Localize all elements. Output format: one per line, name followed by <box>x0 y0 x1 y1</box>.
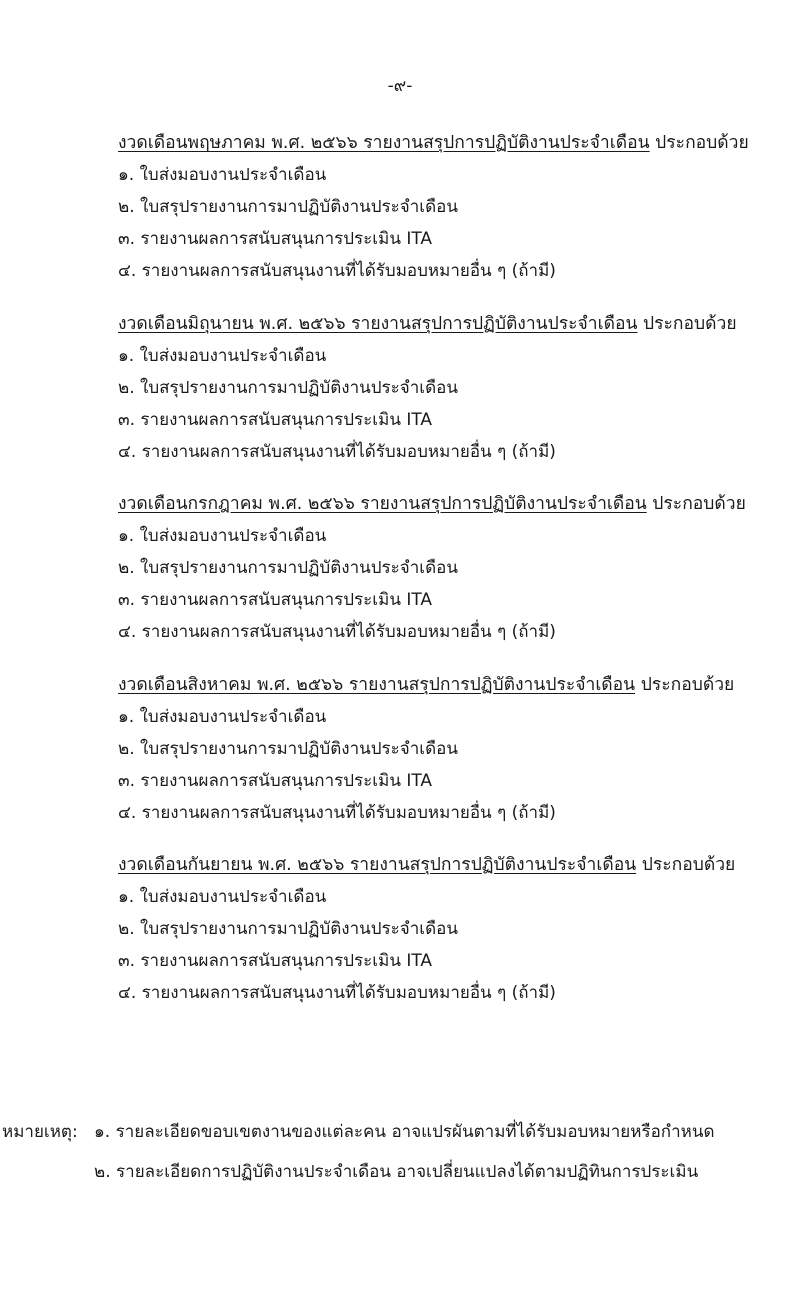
section-heading-underlined: งวดเดือนพฤษภาคม พ.ศ. ๒๕๖๖ รายงานสรุปการปฏิบัติงานประจำเดือน <box>118 133 650 153</box>
section-heading-underlined: งวดเดือนสิงหาคม พ.ศ. ๒๕๖๖ รายงานสรุปการปฏิบัติงานประจำเดือน <box>118 675 636 695</box>
section-june <box>118 312 798 464</box>
remarks-row <box>0 1160 800 1200</box>
list-item: ๔. รายงานผลการสนับสนุนงานที่ได้รับมอบหมายอื่น ๆ (ถ้ามี) <box>118 442 556 462</box>
section-july <box>118 492 798 644</box>
list-item: ๓. รายงานผลการสนับสนุนการประเมิน ITA <box>118 229 433 249</box>
list-item: ๓. รายงานผลการสนับสนุนการประเมิน ITA <box>118 771 433 791</box>
section-may <box>118 131 798 283</box>
section-heading-tail: ประกอบด้วย <box>649 133 749 153</box>
section-heading-underlined: งวดเดือนกรกฎาคม พ.ศ. ๒๕๖๖ รายงานสรุปการปฏิบัติงานประจำเดือน <box>118 494 647 514</box>
list-item: ๑. ใบส่งมอบงานประจำเดือน <box>118 165 327 185</box>
section-august <box>118 673 798 825</box>
section-heading <box>118 492 798 516</box>
list-item: ๔. รายงานผลการสนับสนุนงานที่ได้รับมอบหมายอื่น ๆ (ถ้ามี) <box>118 803 556 823</box>
remarks-line: ๒. รายละเอียดการปฏิบัติงานประจำเดือน อาจเปลี่ยนแปลงได้ตามปฏิทินการประเมิน <box>94 1162 699 1182</box>
list-item: ๔. รายงานผลการสนับสนุนงานที่ได้รับมอบหมายอื่น ๆ (ถ้ามี) <box>118 622 556 642</box>
list-item: ๒. ใบสรุปรายงานการมาปฏิบัติงานประจำเดือน <box>118 919 458 939</box>
list-item: ๑. ใบส่งมอบงานประจำเดือน <box>118 707 327 727</box>
remarks-label: หมายเหตุ: <box>2 1122 78 1142</box>
section-heading-tail: ประกอบด้วย <box>646 494 746 514</box>
list-item: ๓. รายงานผลการสนับสนุนการประเมิน ITA <box>118 590 433 610</box>
list-item: ๒. ใบสรุปรายงานการมาปฏิบัติงานประจำเดือน <box>118 739 458 759</box>
section-heading <box>118 853 798 877</box>
page-number: -๙- <box>387 76 413 96</box>
list-item: ๔. รายงานผลการสนับสนุนงานที่ได้รับมอบหมายอื่น ๆ (ถ้ามี) <box>118 261 556 281</box>
list-item: ๓. รายงานผลการสนับสนุนการประเมิน ITA <box>118 410 433 430</box>
remarks-line: ๑. รายละเอียดขอบเขตงานของแต่ละคน อาจแปรผันตามที่ได้รับมอบหมายหรือกำหนด <box>94 1122 715 1142</box>
section-heading-underlined: งวดเดือนมิถุนายน พ.ศ. ๒๕๖๖ รายงานสรุปการปฏิบัติงานประจำเดือน <box>118 314 638 334</box>
list-item: ๑. ใบส่งมอบงานประจำเดือน <box>118 526 327 546</box>
remarks-row <box>0 1120 800 1160</box>
list-item: ๒. ใบสรุปรายงานการมาปฏิบัติงานประจำเดือน <box>118 197 458 217</box>
section-heading <box>118 312 798 336</box>
list-item: ๒. ใบสรุปรายงานการมาปฏิบัติงานประจำเดือน <box>118 558 458 578</box>
list-item: ๒. ใบสรุปรายงานการมาปฏิบัติงานประจำเดือน <box>118 378 458 398</box>
list-item: ๑. ใบส่งมอบงานประจำเดือน <box>118 346 327 366</box>
list-item: ๔. รายงานผลการสนับสนุนงานที่ได้รับมอบหมายอื่น ๆ (ถ้ามี) <box>118 983 556 1003</box>
list-item: ๑. ใบส่งมอบงานประจำเดือน <box>118 887 327 907</box>
section-heading-tail: ประกอบด้วย <box>636 855 736 875</box>
section-september <box>118 853 798 1005</box>
list-item: ๓. รายงานผลการสนับสนุนการประเมิน ITA <box>118 951 433 971</box>
section-heading-underlined: งวดเดือนกันยายน พ.ศ. ๒๕๖๖ รายงานสรุปการปฏิบัติงานประจำเดือน <box>118 855 637 875</box>
section-heading <box>118 131 798 155</box>
section-heading-tail: ประกอบด้วย <box>635 675 735 695</box>
section-heading-tail: ประกอบด้วย <box>637 314 737 334</box>
section-heading <box>118 673 798 697</box>
remarks <box>0 1120 800 1200</box>
